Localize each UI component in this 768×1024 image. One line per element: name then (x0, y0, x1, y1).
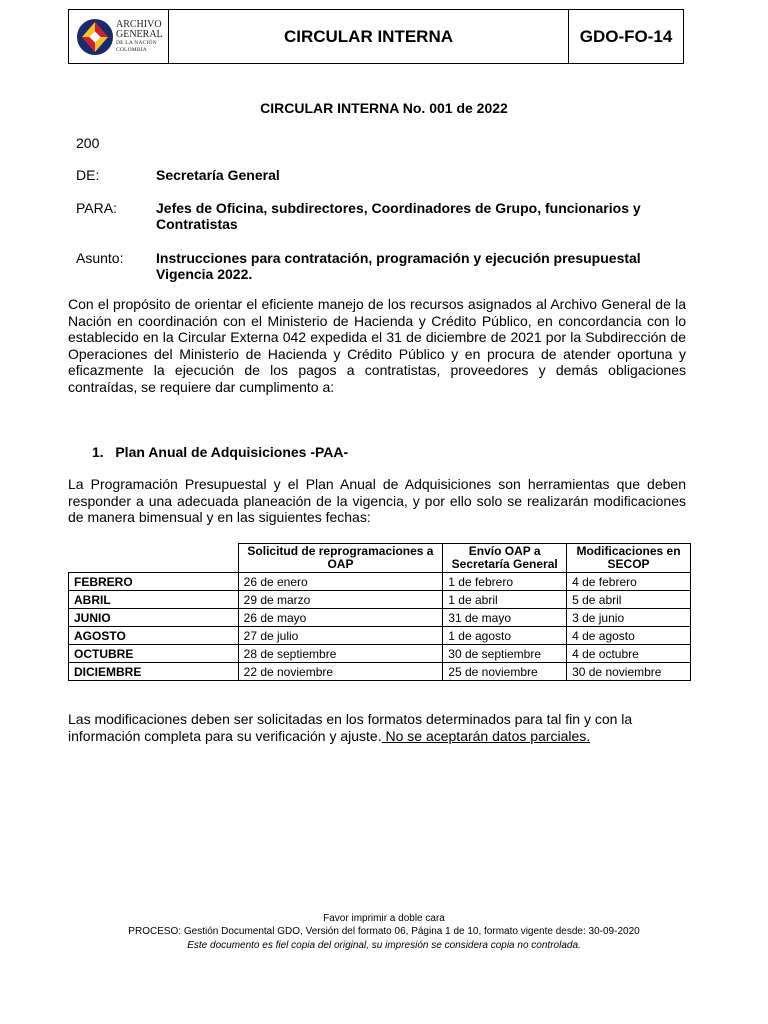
table-cell-month: DICIEMBRE (69, 663, 239, 681)
table-cell: 30 de septiembre (443, 645, 567, 663)
table-row (69, 609, 691, 627)
footer-process-info: PROCESO: Gestión Documental GDO, Versión del formato 06, Página 1 de 10, formato vigente desde: 30-09-2020 (128, 926, 640, 937)
table-cell: 25 de noviembre (443, 663, 567, 681)
table-row (69, 627, 691, 645)
table-cell-month: OCTUBRE (69, 645, 239, 663)
table-row (69, 591, 691, 609)
table-cell-month: JUNIO (69, 609, 239, 627)
section-paragraph: La Programación Presupuestal y el Plan Anual de Adquisiciones son herramientas que deben responder a una adecuada planeación de la vigencia, y por ello solo se realizarán modificaciones de manera bimensual y en las siguientes fechas: (68, 476, 686, 525)
closing-paragraph (68, 711, 686, 744)
document-header (68, 9, 684, 64)
archivo-general-logo-icon (77, 19, 113, 55)
table-cell-month: AGOSTO (69, 627, 239, 645)
table-cell: 3 de junio (567, 609, 691, 627)
asunto-label: Asunto: (76, 250, 124, 266)
table-cell: 27 de julio (238, 627, 443, 645)
modification-dates-table (68, 543, 691, 681)
logo-line: COLOMBIA (116, 46, 147, 53)
table-cell: 4 de febrero (567, 573, 691, 591)
logo-line: ARCHIVO (116, 18, 162, 30)
table-cell: 5 de abril (567, 591, 691, 609)
table-cell: 4 de agosto (567, 627, 691, 645)
table-cell: 30 de noviembre (567, 663, 691, 681)
table-row (69, 663, 691, 681)
logo-text (116, 20, 163, 54)
table-header-cell: Modificaciones en SECOP (567, 544, 691, 573)
de-value: Secretaría General (156, 167, 280, 183)
table-header-cell: Solicitud de reprogramaciones a OAP (238, 544, 443, 573)
de-label: DE: (76, 167, 100, 183)
logo (69, 10, 169, 63)
table-cell: 22 de noviembre (238, 663, 443, 681)
closing-underlined-text: No se aceptarán datos parciales. (381, 727, 591, 744)
table-cell: 1 de agosto (443, 627, 567, 645)
table-header-row (69, 544, 691, 573)
footer-copy-note: Este documento es fiel copia del original, su impresión se considera copia no controlada. (187, 940, 581, 951)
document-number: 200 (76, 135, 100, 151)
intro-paragraph: Con el propósito de orientar el eficiente manejo de los recursos asignados al Archivo General de la Nación en coordinación con el Ministerio de Hacienda y Crédito Público, en concordancia con lo establecido en la Circular Externa 042 expedida el 31 de diciembre de 2021 por la Subdirección de Operaciones del Ministerio de Hacienda y Crédito Público y en procura de atender oportuna y eficazmente la ejecución de los pagos a contratistas, proveedores y demás obligaciones contraídas, se requiere dar cumplimento a: (68, 296, 686, 395)
para-label: PARA: (76, 200, 117, 216)
circular-title: CIRCULAR INTERNA No. 001 de 2022 (260, 100, 508, 116)
table-cell: 26 de mayo (238, 609, 443, 627)
footer-print-note: Favor imprimir a doble cara (323, 913, 445, 924)
table-cell: 26 de enero (238, 573, 443, 591)
table-cell: 1 de febrero (443, 573, 567, 591)
table-cell: 1 de abril (443, 591, 567, 609)
para-value: Jefes de Oficina, subdirectores, Coordinadores de Grupo, funcionarios y Contratistas (156, 200, 641, 232)
table-header-cell (69, 544, 239, 573)
form-code: GDO-FO-14 (579, 26, 673, 46)
table-row (69, 645, 691, 663)
table-cell: 4 de octubre (567, 645, 691, 663)
asunto-value: Instrucciones para contratación, programación y ejecución presupuestal Vigencia 2022. (156, 250, 641, 282)
table-cell: 31 de mayo (443, 609, 567, 627)
header-title: CIRCULAR INTERNA (169, 10, 569, 63)
table-cell: 28 de septiembre (238, 645, 443, 663)
table-cell: 29 de marzo (238, 591, 443, 609)
table-cell-month: ABRIL (69, 591, 239, 609)
table-header-cell: Envío OAP a Secretaría General (443, 544, 567, 573)
closing-text: Las modificaciones deben ser solicitadas en los formatos determinados para tal fin y con la información completa para su verificación y ajuste. (68, 711, 633, 744)
logo-line: GENERAL (116, 28, 163, 40)
section-heading: 1. Plan Anual de Adquisiciones -PAA- (92, 444, 349, 460)
logo-line: DE LA NACIÓN (116, 39, 157, 46)
table-cell-month: FEBRERO (69, 573, 239, 591)
table-row (69, 573, 691, 591)
